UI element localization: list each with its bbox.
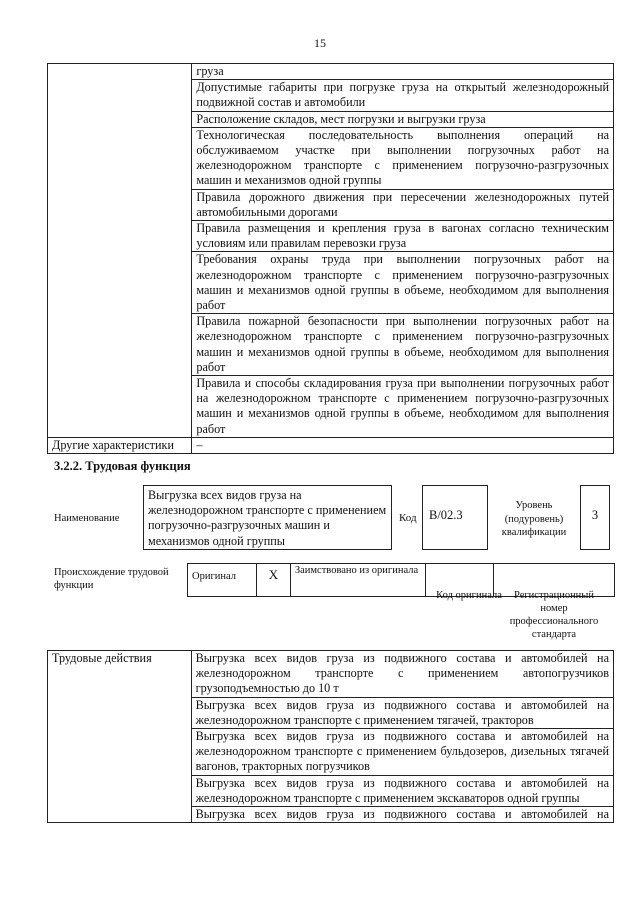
name-label: Наименование bbox=[54, 513, 120, 524]
table-cell: Выгрузка всех видов груза из подвижного состава и автомобилей на железнодорожном транспорте с применением автопогрузчиков грузоподъемностью до 10 т bbox=[191, 651, 613, 698]
table-cell: Выгрузка всех видов груза из подвижного состава и автомобилей на железнодорожном транспорте с применением экскаваторов одной группы bbox=[191, 775, 613, 806]
table-cell: Выгрузка всех видов груза из подвижного состава и автомобилей на железнодорожном транспорте с применением бульдозеров, дизельных тягачей вагонов, тракторных погрузчиков bbox=[191, 729, 613, 776]
function-name-box: Выгрузка всех видов груза на железнодорожном транспорте с применением погрузочно-разгрузочных машин и механизмов одной группы bbox=[143, 485, 392, 550]
table-cell: Правила пожарной безопасности при выполнении погрузочных работ на железнодорожном транспорте с применением погрузочно-разгрузочных машин и механизмов одной группы в объеме, необходимом для выполнения работ bbox=[192, 314, 614, 376]
level-label: Уровень (подуровень) квалификации bbox=[501, 500, 567, 538]
table-cell: груза bbox=[192, 64, 614, 80]
table-left-cell-empty bbox=[48, 64, 192, 438]
original-mark: X bbox=[256, 564, 290, 597]
table-cell: Требования охраны труда при выполнении погрузочных работ на железнодорожном транспорте с применением погрузочно-разгрузочных машин и механизмов одной группы в объеме, необходимом для выполнения работ bbox=[192, 252, 614, 314]
section-heading: 3.2.2. Трудовая функция bbox=[54, 459, 191, 473]
code-box: B/02.3 bbox=[422, 485, 488, 550]
table-cell: Расположение складов, мест погрузки и выгрузки груза bbox=[192, 111, 614, 127]
table-row bbox=[48, 437, 614, 453]
other-characteristics-label: Другие характеристики bbox=[48, 437, 192, 453]
table-cell: Правила размещения и крепления груза в вагонах согласно техническим условиям или правилам перевозки груза bbox=[192, 221, 614, 252]
reg-number-label: Регистрационный номер профессионального стандарта bbox=[509, 590, 599, 640]
original-label: Оригинал bbox=[188, 564, 257, 597]
page-number: 15 bbox=[314, 36, 326, 50]
table-cell: Правила дорожного движения при пересечении железнодорожных путей автомобильными дорогами bbox=[192, 189, 614, 220]
table-cell: Допустимые габариты при погрузке груза на открытый железнодорожный подвижной состав и автомобили bbox=[192, 80, 614, 111]
origin-label: Происхождение трудовой функции bbox=[54, 567, 169, 591]
labor-actions-label: Трудовые действия bbox=[48, 651, 192, 823]
table-cell: Выгрузка всех видов груза из подвижного состава и автомобилей на железнодорожном транспорте с применением тягачей, тракторов bbox=[191, 697, 613, 728]
other-characteristics-value: – bbox=[192, 437, 614, 453]
table-cell: Технологическая последовательность выполнения операций на обслуживаемом участке при выполнении погрузочных работ на железнодорожном транспорте с применением погрузочно-разгрузочных машин и механизмов одной группы bbox=[192, 127, 614, 189]
labor-actions-table bbox=[47, 650, 614, 823]
code-label: Код bbox=[399, 512, 417, 524]
knowledge-table bbox=[47, 63, 614, 454]
borrowed-label: Заимствовано из оригинала bbox=[290, 564, 425, 597]
table-row bbox=[48, 64, 614, 80]
code-original-label: Код оригинала bbox=[436, 590, 502, 601]
table-cell: Выгрузка всех видов груза из подвижного состава и автомобилей на bbox=[191, 807, 613, 823]
table-cell: Правила и способы складирования груза при выполнении погрузочных работ на железнодорожном транспорте с применением погрузочно-разгрузочных машин и механизмов одной группы в объеме, необходимом для выполнения работ bbox=[192, 376, 614, 438]
level-box: 3 bbox=[580, 485, 610, 550]
table-row bbox=[48, 651, 614, 698]
